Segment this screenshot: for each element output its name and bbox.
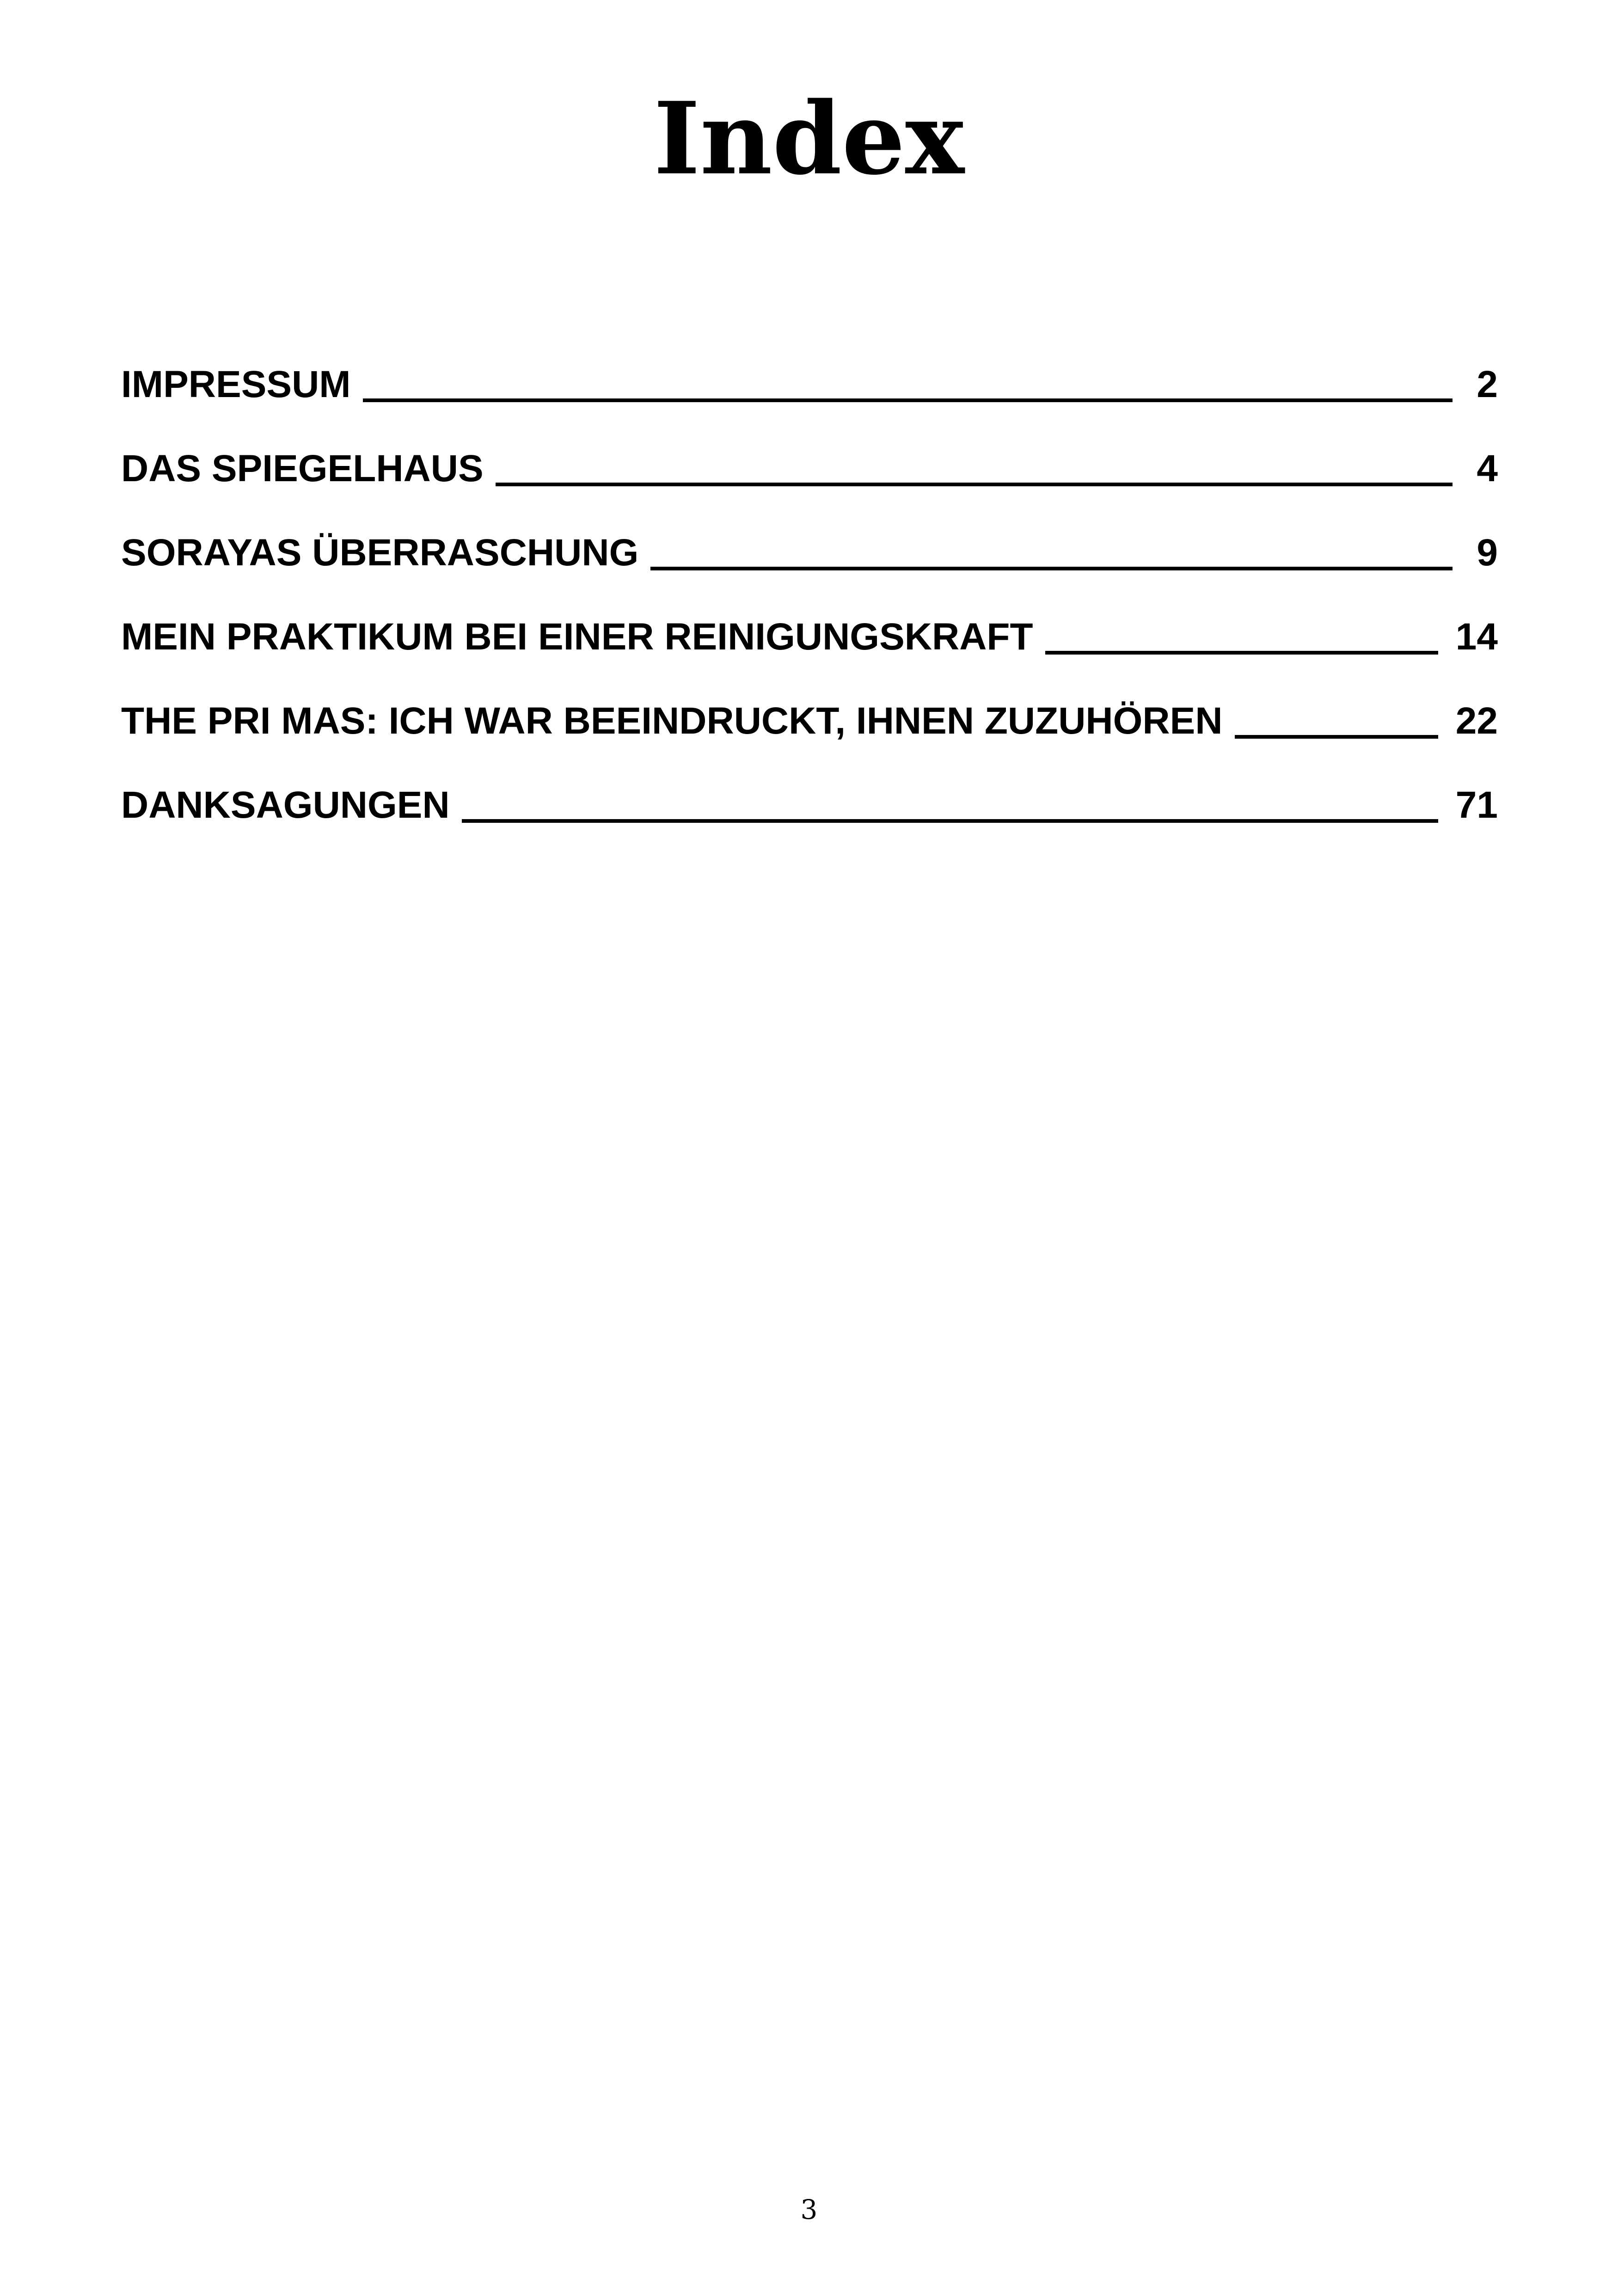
toc-entry-title: DANKSAGUNGEN xyxy=(121,784,450,826)
toc-leader-line xyxy=(496,483,1453,486)
toc-leader-line xyxy=(363,398,1453,402)
toc-entry-title: THE PRI MAS: ICH WAR BEEINDRUCKT, IHNEN ZUZUHÖREN xyxy=(121,700,1223,742)
toc-entry-page: 71 xyxy=(1455,784,1498,826)
toc-leader-line xyxy=(462,819,1438,823)
toc-entry-title: SORAYAS ÜBERRASCHUNG xyxy=(121,532,639,574)
toc-entry-page: 22 xyxy=(1455,700,1498,742)
toc-leader-line xyxy=(1235,735,1438,739)
toc-leader-line xyxy=(1045,651,1438,655)
toc-leader-line xyxy=(650,567,1453,570)
toc-entry-title: DAS SPIEGELHAUS xyxy=(121,447,484,490)
page-title: Index xyxy=(653,80,965,197)
toc-entry-sorayas-ueberraschung[interactable] xyxy=(121,492,1498,576)
toc-entry-impressum[interactable] xyxy=(121,324,1498,408)
toc-entry-the-pri-mas[interactable] xyxy=(121,660,1498,744)
toc-entry-page: 2 xyxy=(1477,363,1498,405)
toc-entry-title: MEIN PRAKTIKUM BEI EINER REINIGUNGSKRAFT xyxy=(121,616,1033,658)
toc-entry-page: 14 xyxy=(1455,616,1498,658)
table-of-contents xyxy=(121,324,1498,828)
toc-entry-mein-praktikum[interactable] xyxy=(121,576,1498,660)
toc-entry-page: 4 xyxy=(1477,447,1498,490)
toc-entry-das-spiegelhaus[interactable] xyxy=(121,408,1498,492)
toc-entry-page: 9 xyxy=(1477,532,1498,574)
toc-entry-danksagungen[interactable] xyxy=(121,744,1498,828)
toc-entry-title: IMPRESSUM xyxy=(121,363,351,405)
page-number: 3 xyxy=(800,2194,818,2225)
